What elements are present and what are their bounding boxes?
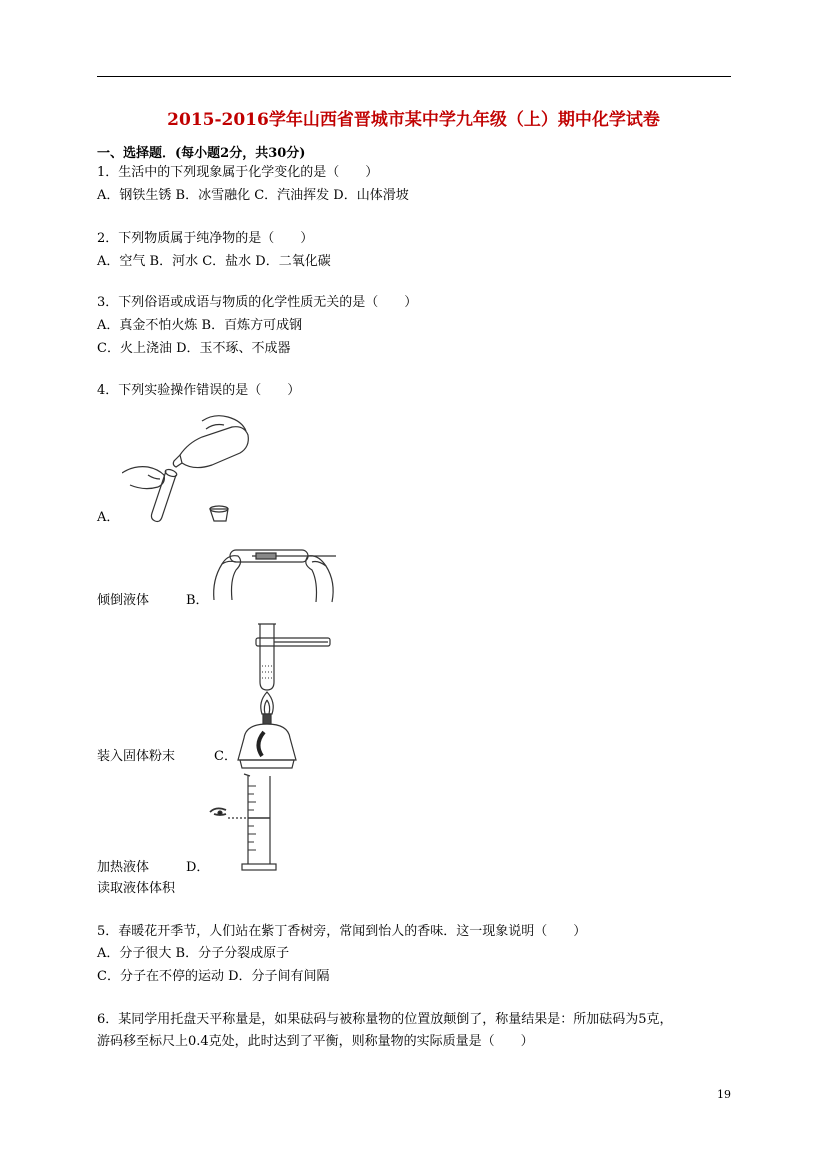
q6-line-1: 6．某同学用托盘天平称量是，如果砝码与被称量物的位置放颠倒了，称量结果是：所加砝码为5克， <box>97 1012 673 1027</box>
q6-line-2: 游码移至标尺上0.4克处，此时达到了平衡，则称量物的实际质量是（ ） <box>97 1034 534 1049</box>
figure-pouring-liquid <box>122 413 252 525</box>
q5-options-1: A．分子很大 B．分子分裂成原子 <box>97 946 290 961</box>
q2-stem: 2．下列物质属于纯净物的是（ ） <box>97 231 314 246</box>
q4-option-c-caption: 加热液体 <box>97 860 150 875</box>
figure-solid-powder <box>208 540 340 606</box>
q4-option-b-caption: 装入固体粉末 <box>97 749 176 764</box>
q3-options-1: A．真金不怕火炼 B．百炼方可成钢 <box>97 318 303 333</box>
q4-option-d-caption: 读取液体体积 <box>97 881 176 896</box>
q5-stem: 5．春暖花开季节，人们站在紫丁香树旁，常闻到怡人的香味．这一现象说明（ ） <box>97 924 587 939</box>
header-rule <box>97 76 731 77</box>
q4-option-c-letter: C． <box>214 749 237 764</box>
q4-option-b-letter: B． <box>186 593 209 608</box>
q4-stem: 4．下列实验操作错误的是（ ） <box>97 383 301 398</box>
figure-heating-liquid <box>234 620 334 772</box>
q3-stem: 3．下列俗语或成语与物质的化学性质无关的是（ ） <box>97 295 418 310</box>
q4-option-a-caption: 倾倒液体 <box>97 593 150 608</box>
figure-read-volume <box>206 772 286 872</box>
q4-option-a-letter: A． <box>97 510 120 525</box>
page-title: 2015-2016学年山西省晋城市某中学九年级（上）期中化学试卷 <box>167 110 660 130</box>
q1-stem: 1．生活中的下列现象属于化学变化的是（ ） <box>97 165 379 180</box>
q2-options: A．空气 B．河水 C．盐水 D．二氧化碳 <box>97 254 331 269</box>
section-heading: 一、选择题．(每小题2分，共30分) <box>97 146 306 161</box>
q4-option-d-letter: D． <box>186 860 210 875</box>
q1-options: A．钢铁生锈 B．冰雪融化 C．汽油挥发 D．山体滑坡 <box>97 188 409 203</box>
q3-options-2: C．火上浇油 D．玉不琢、不成器 <box>97 341 291 356</box>
page-number: 19 <box>717 1088 731 1101</box>
q5-options-2: C．分子在不停的运动 D．分子间有间隔 <box>97 969 330 984</box>
